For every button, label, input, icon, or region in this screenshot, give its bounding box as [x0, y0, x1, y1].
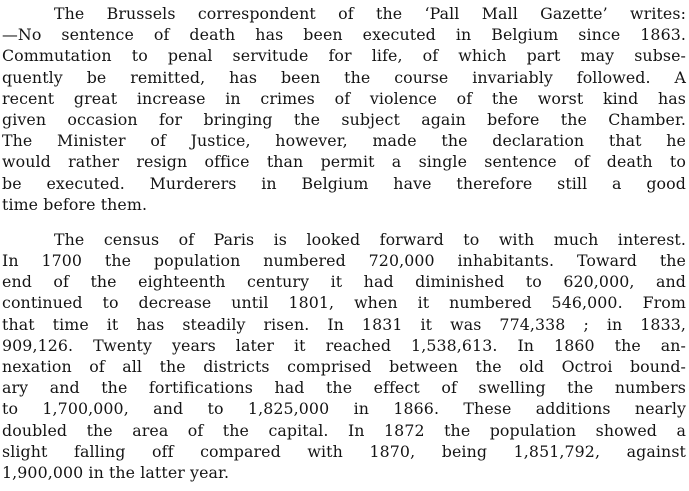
text-line: given occasion for bringing the subject again before the Chamber.	[2, 109, 686, 129]
text-line: 909,126. Twenty years later it reached 1,538,613. In 1860 the an-	[2, 335, 686, 355]
text-line: slight falling off compared with 1870, being 1,851,792, against	[2, 441, 686, 461]
text-line: Commutation to penal servitude for life, of which part may subse-	[2, 46, 686, 66]
newspaper-clipping	[2, 3, 686, 483]
text-line: recent great increase in crimes of violence of the worst kind has	[2, 88, 686, 108]
text-line: that time it has steadily risen. In 1831 it was 774,338 ; in 1833,	[2, 314, 686, 334]
text-line: quently be remitted, has been the course invariably followed. A	[2, 67, 686, 87]
text-line: nexation of all the districts comprised between the old Octroi bound-	[2, 357, 686, 376]
paragraph-spacer	[2, 215, 686, 229]
text-line: be executed. Murderers in Belgium have therefore still a good	[2, 173, 686, 193]
text-line: The Minister of Justice, however, made the declaration that he	[2, 131, 686, 151]
text-line: —No sentence of death has been executed in Belgium since 1863.	[2, 25, 686, 45]
text-line: would rather resign office than permit a single sentence of death to	[2, 152, 686, 172]
text-line: to 1,700,000, and to 1,825,000 in 1866. These additions nearly	[2, 399, 686, 419]
text-line: The Brussels correspondent of the ‘Pall Mall Gazette’ writes:	[54, 4, 686, 23]
paragraph-belgium-death-sentence	[2, 3, 686, 215]
paragraph-paris-census	[2, 229, 686, 483]
text-line: The census of Paris is looked forward to with much interest.	[54, 229, 686, 249]
text-line: end of the eighteenth century it had diminished to 620,000, and	[2, 272, 686, 292]
text-line: continued to decrease until 1801, when it numbered 546,000. From	[2, 293, 686, 313]
text-line: ary and the fortifications had the effect of swelling the numbers	[2, 378, 686, 398]
text-line: In 1700 the population numbered 720,000 inhabitants. Toward the	[2, 251, 686, 271]
text-line: 1,900,000 in the latter year.	[2, 462, 230, 482]
text-line: doubled the area of the capital. In 1872 the population showed a	[2, 420, 686, 440]
text-line: time before them.	[2, 194, 148, 214]
